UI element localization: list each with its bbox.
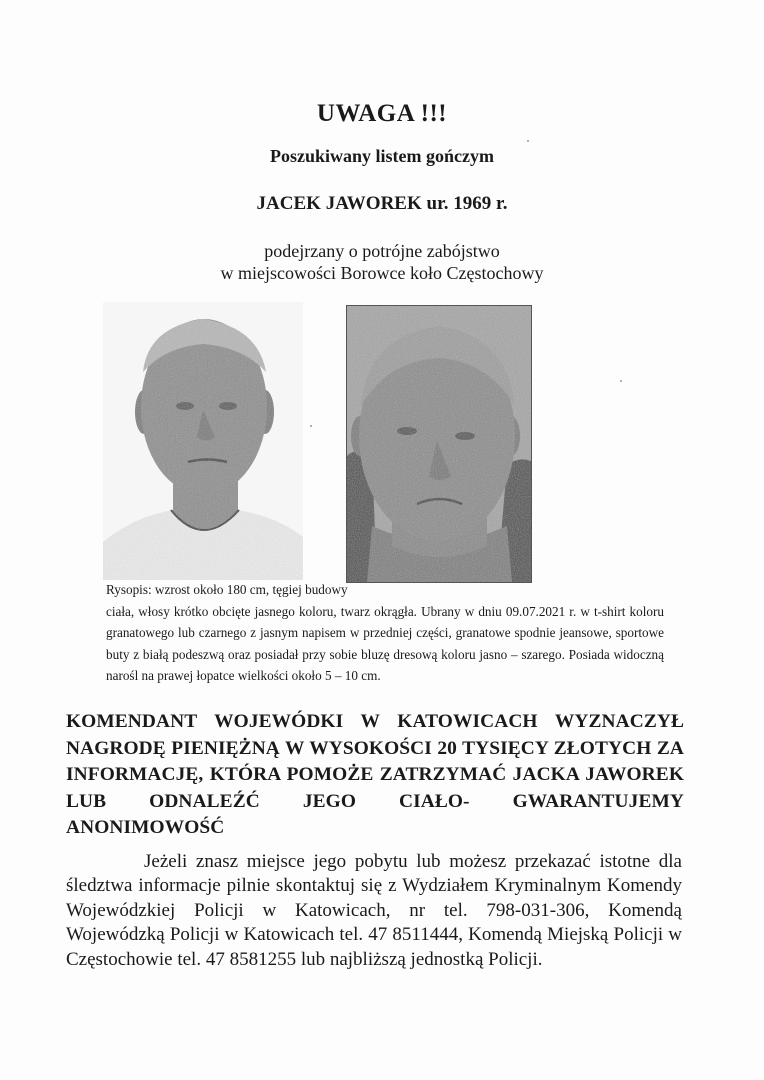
- suspect-photo-right: [346, 305, 532, 583]
- alert-heading: UWAGA !!!: [316, 100, 448, 127]
- portrait-image-1: [103, 302, 303, 580]
- suspicion-line-1: podejrzany o potrójne zabójstwo: [264, 241, 500, 261]
- portrait-image-2: [347, 306, 531, 582]
- wanted-subtitle: Poszukiwany listem gończym: [270, 146, 494, 166]
- scan-speck: [620, 380, 622, 382]
- suspect-name: JACEK JAWOREK ur. 1969 r.: [256, 193, 508, 214]
- suspicion-text: [0, 240, 764, 284]
- suspicion-line-2: w miejscowości Borowce koło Częstochowy: [220, 263, 544, 283]
- suspect-photo-left: [103, 302, 303, 580]
- reward-announcement: KOMENDANT WOJEWÓDKI W KATOWICACH WYZNACZYŁ NAGRODĘ PIENIĘŻNĄ W WYSOKOŚCI 20 TYSIĘCY ZŁOTYCH ZA INFORMACJĘ, KTÓRA POMOŻE ZATRZYMAĆ JACKA JAWOREK LUB ODNALEŹĆ JEGO CIAŁO- GWARANTUJEMY ANONIMOWOŚĆ: [66, 711, 684, 838]
- description-line-1: Rysopis: wzrost około 180 cm, tęgiej budowy: [106, 582, 348, 597]
- physical-description: [106, 579, 664, 687]
- description-body: ciała, włosy krótko obcięte jasnego koloru, twarz okrągła. Ubrany w dniu 09.07.2021 r. w t-shirt koloru granatowego lub czarnego z jasnym napisem w przedniej części, granatowe spodnie jeansowe, sportowe buty z białą podeszwą oraz posiadał przy sobie bluzę dresową koloru jasno – szarego. Posiada widoczną narośl na prawej łopatce wielkości około 5 – 10 cm.: [106, 603, 664, 683]
- scan-speck: [310, 425, 312, 427]
- scan-speck: [527, 140, 529, 142]
- contact-instructions: Jeżeli znasz miejsce jego pobytu lub możesz przekazać istotne dla śledztwa informacje pilnie skontaktuj się z Wydziałem Kryminalnym Komendy Wojewódzkiej Policji w Katowicach, nr tel. 798-031-306, Komendą Wojewódzką Policji w Katowicach tel. 47 8511444, Komendą Miejską Policji w Częstochowie tel. 47 8581255 lub najbliższą jednostką Policji.: [66, 851, 682, 970]
